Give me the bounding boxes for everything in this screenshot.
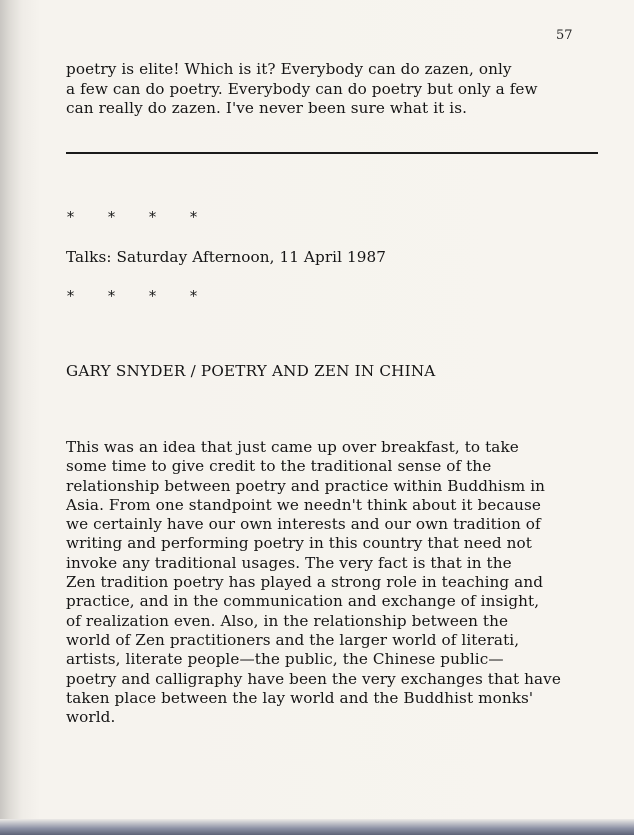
horizontal-rule [66,152,598,154]
asterisk: * [189,287,199,305]
text-line: Zen tradition poetry has played a strong role in teaching and [66,573,544,592]
text-line: a few can do poetry. Everybody can do poetry but only a few [66,79,538,98]
text-line: some time to give credit to the traditional sense of the [66,457,492,476]
text-line: can really do zazen. I've never been sure what it is. [66,99,468,117]
text-line: of realization even. Also, in the relationship between the [66,611,509,630]
text-line: world. [66,708,116,727]
section-heading: GARY SNYDER / POETRY AND ZEN IN CHINA [66,362,436,380]
text-line: writing and performing poetry in this country that need not [66,534,532,553]
asterisk: * [66,287,76,305]
asterisk-separator [66,287,230,305]
text-line: poetry and calligraphy have been the very exchanges that have [66,669,561,688]
page-number: 57 [556,28,573,43]
text-line: practice, and in the communication and exchange of insight, [66,592,540,611]
text-line: taken place between the lay world and the Buddhist monks' [66,688,534,707]
talks-date-line: Talks: Saturday Afternoon, 11 April 1987 [66,248,387,266]
asterisk-separator [66,208,230,226]
page-bottom-edge [0,819,634,835]
text-line: invoke any traditional usages. The very fact is that in the [66,553,512,572]
text-line: relationship between poetry and practice within Buddhism in [66,476,546,495]
text-line: poetry is elite! Which is it? Everybody can do zazen, only [66,60,512,78]
text-line: we certainly have our own interests and our own tradition of [66,515,541,534]
text-line: This was an idea that just came up over breakfast, to take [66,438,519,456]
asterisk: * [66,208,76,226]
asterisk: * [189,208,199,226]
asterisk: * [107,287,117,305]
asterisk: * [148,208,158,226]
text-line: Asia. From one standpoint we needn't think about it because [66,495,542,514]
asterisk: * [107,208,117,226]
opening-paragraph [66,60,606,119]
text-line: artists, literate people—the public, the Chinese public— [66,650,504,669]
body-paragraph [66,438,596,727]
text-line: world of Zen practitioners and the larger world of literati, [66,630,520,649]
asterisk: * [148,287,158,305]
